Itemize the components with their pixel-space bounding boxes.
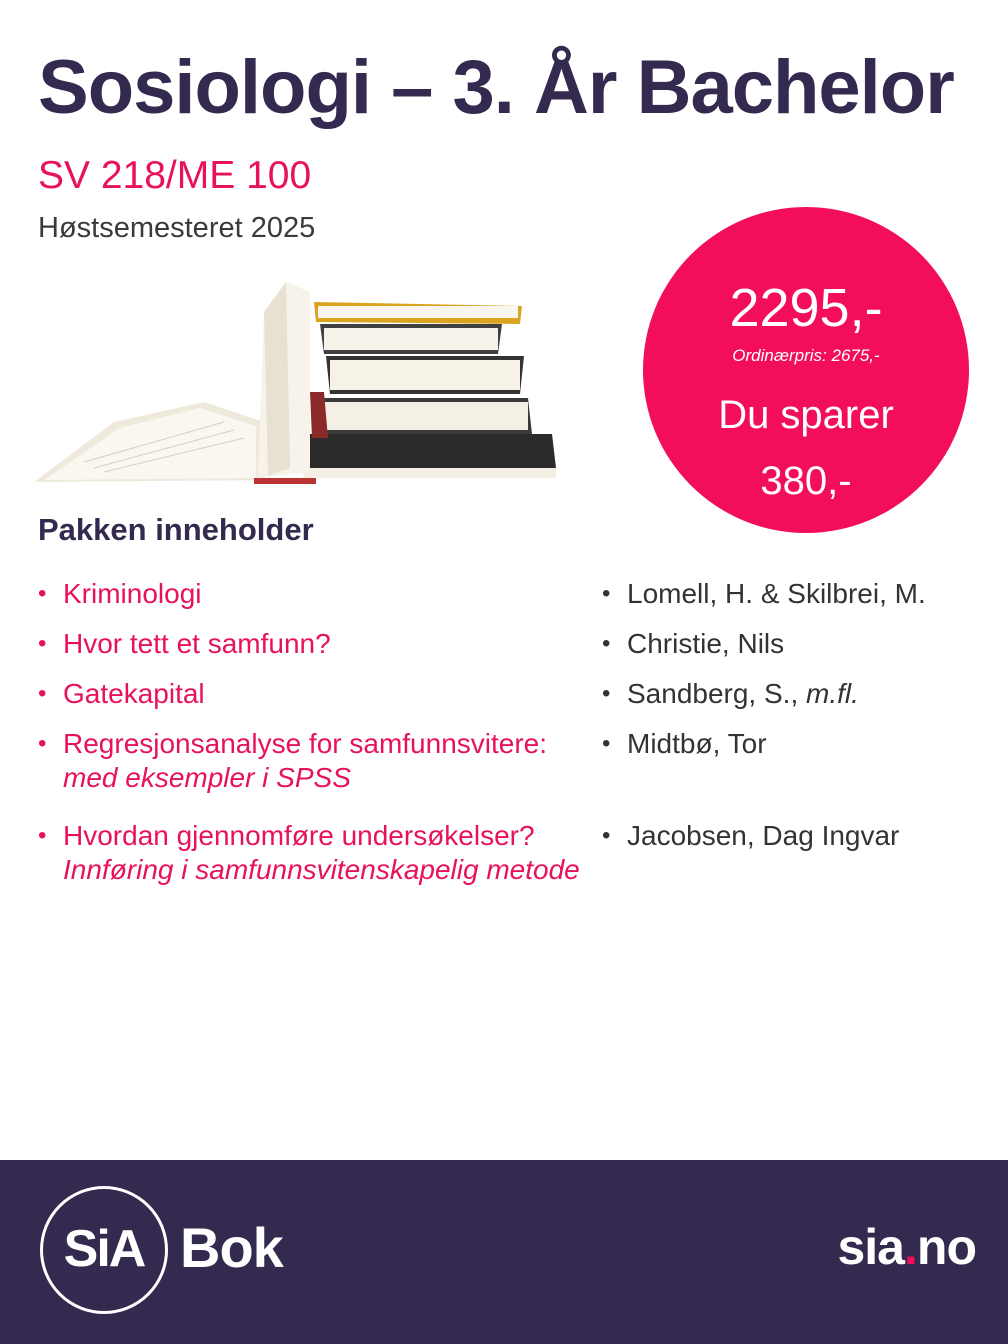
author-name: Jacobsen, Dag Ingvar [627,820,900,851]
site-tld: no [916,1219,976,1275]
book-title: Kriminologi [63,578,202,609]
ordinary-price: Ordinærpris: 2675,- [732,346,880,365]
book-title-item [38,677,583,711]
savings-label: Du sparer [718,393,894,437]
author-name: Lomell, H. & Skilbrei, M. [627,578,926,609]
author-item [602,727,1002,761]
author-item [602,819,1002,853]
author-item [602,577,1002,611]
semester-label: Høstsemesteret 2025 [38,212,316,244]
course-code: SV 218/ME 100 [38,154,312,197]
book-subtitle: med eksempler i SPSS [63,762,351,793]
stack-of-books-icon [24,272,564,492]
site-link[interactable] [837,1219,976,1275]
package-heading: Pakken inneholder [38,512,314,547]
sia-logo [40,1186,168,1314]
book-title-list [38,577,583,887]
author-item [602,627,1002,661]
author-name: Christie, Nils [627,628,785,659]
author-item [602,677,1002,711]
author-suffix: m.fl. [806,678,859,709]
book-title: Regresjonsanalyse for samfunnsvitere: [63,728,548,759]
site-name: sia [837,1219,904,1275]
book-title-item [38,627,583,661]
book-title: Gatekapital [63,678,205,709]
logo-text: SiA [63,1220,145,1278]
price-badge [643,207,969,533]
book-title: Hvordan gjennomføre undersøkelser? [63,820,535,851]
author-name: Sandberg, S., [627,678,807,709]
book-subtitle: Innføring i samfunnsvitenskapelig metode [63,854,580,885]
page-title: Sosiologi – 3. År Bachelor [38,45,954,130]
savings-amount: 380,- [760,459,852,503]
author-name: Midtbø, Tor [627,728,767,759]
author-list [602,577,1002,853]
current-price: 2295,- [729,278,883,338]
logo-suffix: Bok [180,1216,283,1279]
book-title-item [38,727,583,795]
book-title-item [38,577,583,611]
book-title-item [38,819,583,887]
book-title: Hvor tett et samfunn? [63,628,331,659]
site-dot: . [904,1219,917,1275]
footer-bar [0,1160,1008,1344]
